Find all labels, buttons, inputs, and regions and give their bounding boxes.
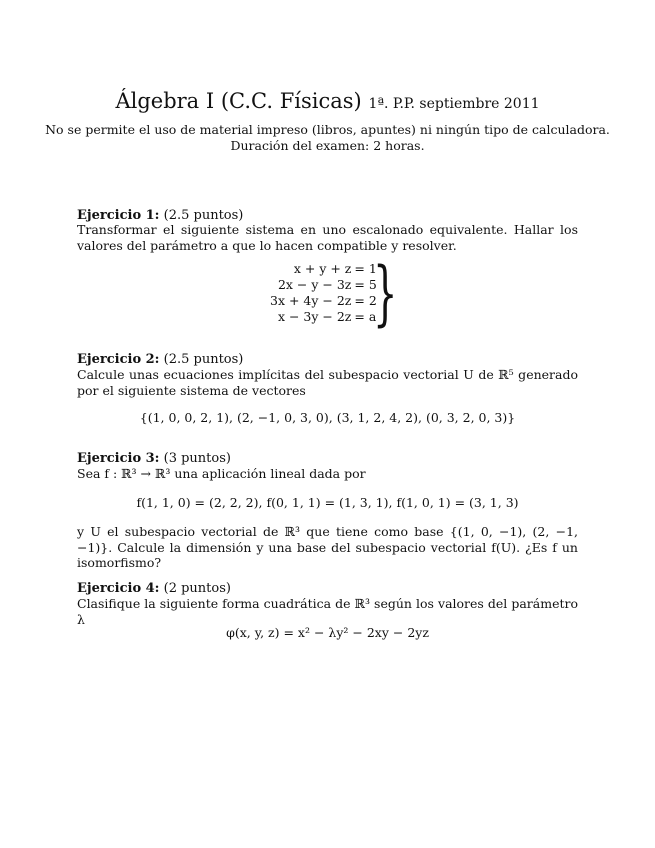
exercise-3-text-2: y U el subespacio vectorial de ℝ³ que tiene como base {(1, 0, −1), (2, −1, −1)}. Calcule la dimensión y una base del subespacio vectorial f(U). ¿Es f un isomorfismo? (77, 524, 578, 570)
exam-title-main: Álgebra I (C.C. Físicas) (115, 89, 362, 113)
exercise-3-formula: f(1, 1, 0) = (2, 2, 2), f(0, 1, 1) = (1, 3, 1), f(1, 0, 1) = (3, 1, 3) (136, 495, 519, 510)
exercise-4-formula: φ(x, y, z) = x² − λy² − 2xy − 2yz (226, 625, 429, 640)
exercise-4-points: (2 puntos) (163, 581, 231, 596)
exercise-3-text: Sea f : ℝ³ → ℝ³ una aplicación lineal dada por (77, 466, 366, 481)
equation-lhs: x + y + z (293, 261, 352, 276)
equation-row (270, 309, 377, 325)
equation-rhs: = a (354, 309, 377, 324)
exam-rules: No se permite el uso de material impreso (libros, apuntes) ni ningún tipo de calculadora. (45, 122, 610, 137)
exercise-1-text: Transformar el siguiente sistema en uno escalonado equivalente. Hallar los valores del parámetro a que lo hacen compatible y resolver. (77, 222, 578, 253)
equation-row (270, 261, 377, 277)
equation-system (270, 252, 398, 334)
equation-lhs: x − 3y − 2z (277, 309, 352, 324)
exercise-4-name: Ejercicio 4: (77, 581, 160, 596)
exercise-4-text: Clasifique la siguiente forma cuadrática de ℝ³ según los valores del parámetro λ (77, 596, 578, 627)
exercise-2-formula: {(1, 0, 0, 2, 1), (2, −1, 0, 3, 0), (3, 1, 2, 4, 2), (0, 3, 2, 0, 3)} (139, 410, 516, 425)
exam-duration: Duración del examen: 2 horas. (230, 138, 425, 153)
equation-row (270, 277, 377, 293)
exercise-3-heading (77, 451, 231, 467)
exercise-2-name: Ejercicio 2: (77, 352, 160, 367)
exercise-2-points: (2.5 puntos) (163, 352, 244, 367)
equation-lhs: 3x + 4y − 2z (270, 293, 352, 308)
exam-title (0, 88, 655, 117)
exercise-1-points: (2.5 puntos) (163, 208, 244, 223)
exercise-3-name: Ejercicio 3: (77, 451, 160, 466)
equation-row (270, 293, 377, 309)
exercise-3-points: (3 puntos) (163, 451, 231, 466)
equation-rhs: = 5 (354, 277, 377, 292)
equation-lhs: 2x − y − 3z (277, 277, 352, 292)
equation-rhs: = 2 (354, 293, 377, 308)
exercise-2-heading (77, 352, 243, 368)
exercise-2-text: Calcule unas ecuaciones implícitas del subespacio vectorial U de ℝ⁵ generado por el siguiente sistema de vectores (77, 367, 578, 398)
equation-rhs: = 1 (354, 261, 377, 276)
exercise-4-heading (77, 581, 231, 597)
exam-subtitle: 1ª. P.P. septiembre 2011 (368, 96, 540, 112)
right-brace-symbol: } (373, 252, 398, 334)
exercise-1-name: Ejercicio 1: (77, 208, 160, 223)
